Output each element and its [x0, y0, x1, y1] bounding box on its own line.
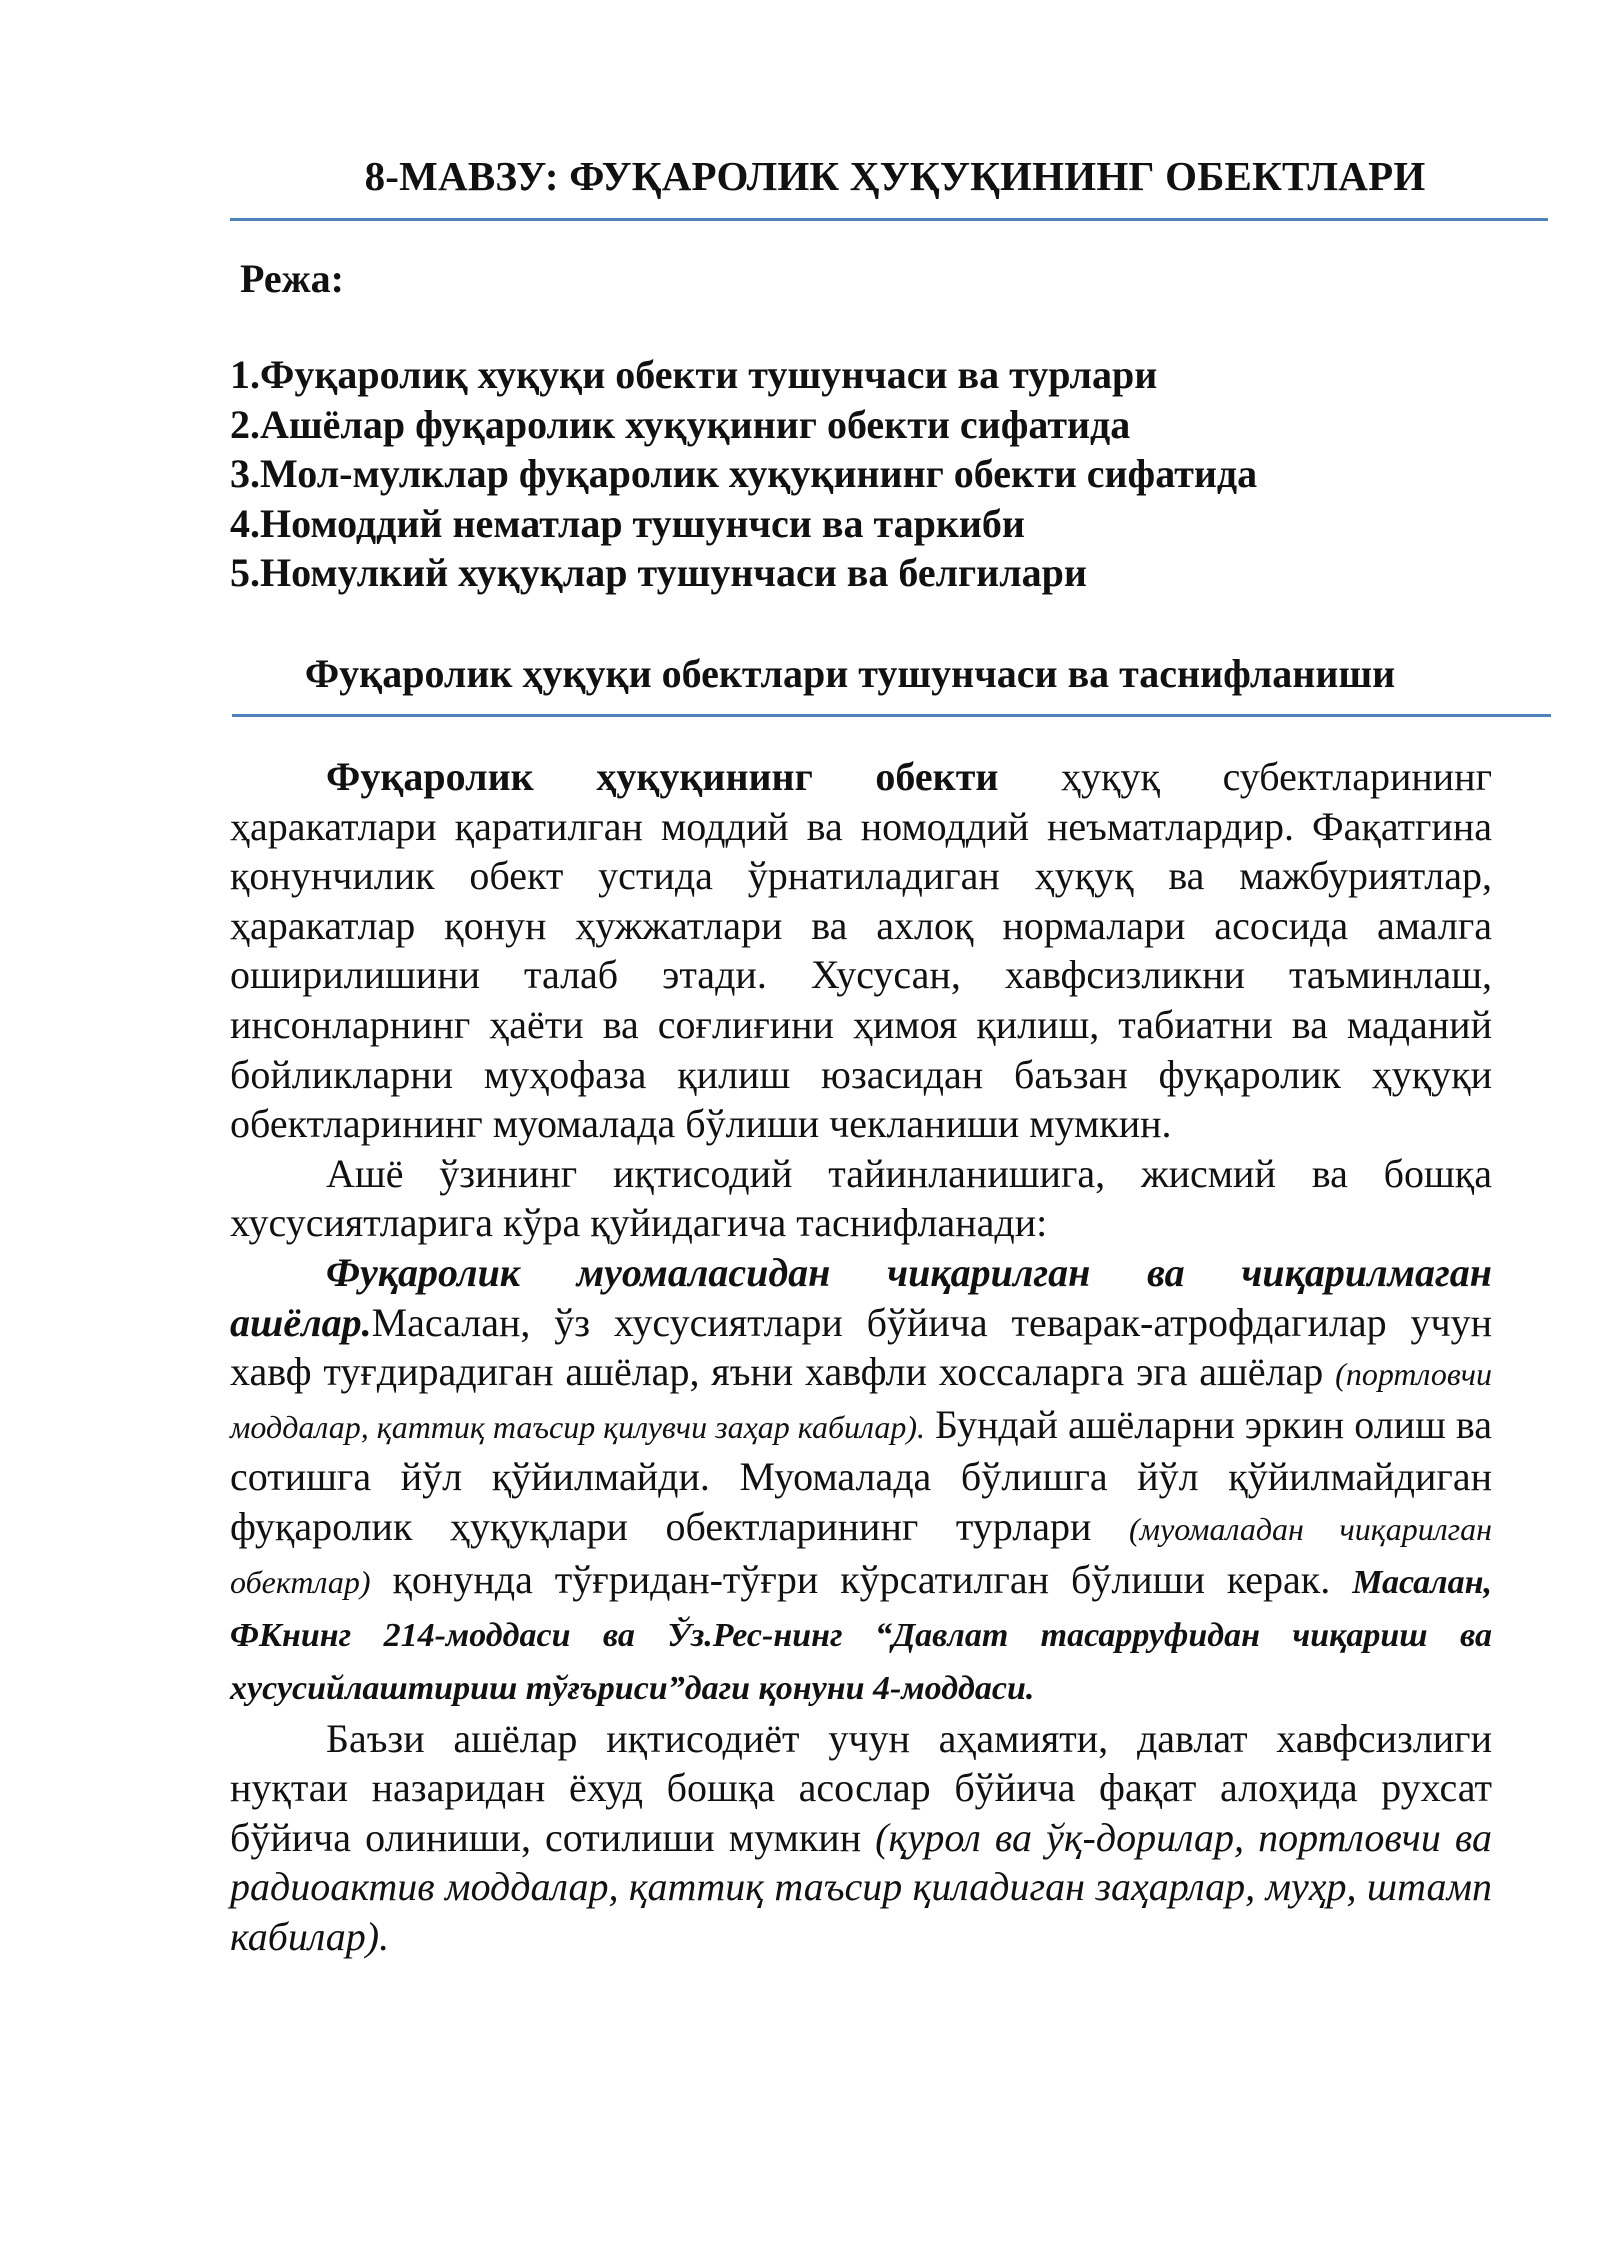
section-divider: [232, 714, 1551, 717]
section-heading: Фуқаролик ҳуқуқи обектлари тушунчаси ва таснифланиши: [304, 651, 1396, 696]
body-text: [230, 752, 1492, 1961]
paragraph-text: Баъзи ашёлар иқтисодиёт учун аҳамияти, давлат хавфсизлиги нуқтаи назаридан ёхуд бошқа асослар бўйича фақат алоҳида рухсат бўйича олиниши, сотилиши мумкин: [230, 1715, 1492, 1860]
plan-list: [230, 350, 1257, 598]
subheading-term: Фуқаролик муомаласидан чиқарилган ва чиқарилмаган ашёлар.: [230, 1249, 1492, 1345]
paragraph-definition: [230, 752, 1492, 1149]
plan-item: 2.Ашёлар фуқаролик хуқуқиниг обекти сифатида: [230, 401, 1131, 447]
paragraph-classification-intro: [230, 1149, 1492, 1248]
paragraph-text: Масалан, ўз хусусиятлари бўйича теварак-атрофдагилар учун хавф туғдирадиган ашёлар, яъни хавфли хоссаларга эга ашёлар: [230, 1299, 1492, 1395]
example-note: (портловчи моддалар, қаттиқ таъсир қилувчи заҳар кабилар).: [230, 1356, 1492, 1445]
plan-item: 3.Мол-мулклар фуқаролик хуқуқининг обекти сифатида: [230, 451, 1258, 496]
plan-item: 4.Номоддий нематлар тушунчси ва таркиби: [230, 500, 1025, 546]
paragraph-text: ҳуқуқ субектларининг ҳаракатлари қаратилган моддий ва номоддий неъматлардир. Фақатгина қонунчилик обект устида ўрнатиладиган ҳуқуқ ва мажбуриятлар, ҳаракатлар қонун ҳужжатлари ва ахлоқ нормалари асосида амалга оширилишини талаб этади. Хусусан, хавфсизликни таъминлаш, инсонларнинг ҳаёти ва соғлиғини ҳимоя қилиш, табиатни ва маданий бойликларни муҳофаза қилиш юзасидан баъзан фуқаролик ҳуқуқи обектларининг муомалада бўлиши чекланиши мумкин.: [230, 754, 1492, 1147]
defined-term: Фуқаролик ҳуқуқининг обекти: [326, 754, 999, 799]
paragraph-text: Бундай ашёларни эркин олиш ва сотишга йўл қўйилмайди. Муомалада бўлишга йўл қўйилмайдиган фуқаролик ҳуқуқлари обектларининг турлари: [230, 1401, 1492, 1549]
paragraph-circulation: [230, 1248, 1492, 1714]
title-divider: [230, 218, 1548, 221]
plan-item: 5.Номулкий хуқуқлар тушунчаси ва белгилари: [230, 550, 1087, 595]
page-title: 8-МАВЗУ: ФУҚАРОЛИК ҲУҚУҚИНИНГ ОБЕКТЛАРИ: [364, 153, 1426, 199]
paragraph-text: қонунда тўғридан-тўғри кўрсатилган бўлиши керак.: [370, 1556, 1353, 1602]
plan-label: Режа:: [240, 256, 344, 301]
paragraph-text: Ашё ўзининг иқтисодий тайинланишига, жисмий ва бошқа хусусиятларига кўра қуйидагича таснифланади:: [230, 1150, 1492, 1246]
example-note: (қурол ва ўқ-дорилар, портловчи ва радиоактив моддалар, қаттиқ таъсир қиладиган заҳарлар, муҳр, штамп кабилар).: [230, 1814, 1492, 1959]
example-note: (муомаладан чиқарилган обектлар): [230, 1510, 1493, 1600]
paragraph-permission: [230, 1714, 1492, 1962]
plan-item: 1.Фуқаролиқ хуқуқи обекти тушунчаси ва турлари: [230, 352, 1158, 397]
legal-citation: Масалан, ФКнинг 214-моддаси ва Ўз.Рес-нинг “Давлат тасарруфидан чиқариш ва хусусийлаштириш тўғъриси”даги қонуни 4-моддаси.: [230, 1563, 1492, 1707]
